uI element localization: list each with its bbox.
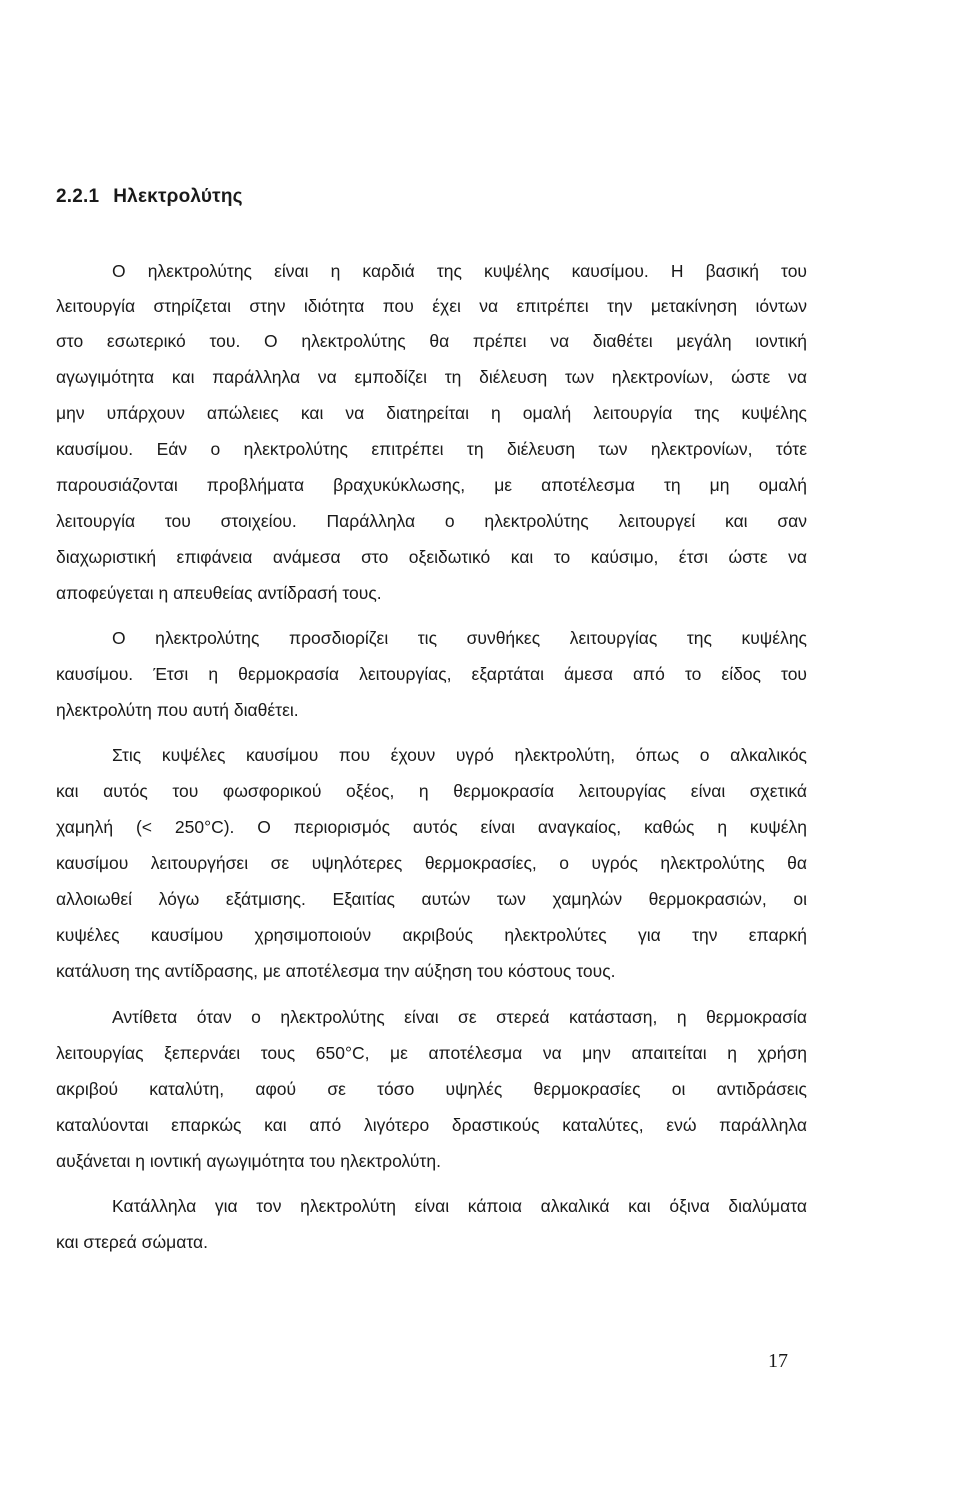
text-line: κατάλυση της αντίδρασης, με αποτέλεσμα την αύξηση του κόστους τους. — [56, 961, 616, 981]
text-line: Ο ηλεκτρολύτης προσδιορίζει τις συνθήκες λειτουργίας της κυψέλης — [112, 628, 807, 648]
text-line: παρουσιάζονται προβλήματα βραχυκύκλωσης, με αποτέλεσμα τη μη ομαλή — [56, 475, 807, 495]
text-line: καυσίμου. Εάν ο ηλεκτρολύτης επιτρέπει τη διέλευση των ηλεκτρονίων, τότε — [56, 439, 807, 459]
text-line: λειτουργία του στοιχείου. Παράλληλα ο ηλεκτρολύτης λειτουργεί και σαν — [56, 511, 807, 531]
text-line: ακριβού καταλύτη, αφού σε τόσο υψηλές θερμοκρασίες οι αντιδράσεις — [56, 1079, 807, 1099]
text-line: χαμηλή (< 250°C). Ο περιορισμός αυτός είναι αναγκαίος, καθώς η κυψέλη — [56, 817, 807, 837]
text-line: και στερεά σώματα. — [56, 1232, 208, 1252]
text-line: και αυτός του φωσφορικού οξέος, η θερμοκρασία λειτουργίας είναι σχετικά — [56, 781, 807, 801]
text-line: λειτουργία στηρίζεται στην ιδιότητα που έχει να επιτρέπει την μετακίνηση ιόντων — [56, 296, 807, 316]
page-number: 17 — [768, 1350, 788, 1372]
text-line: Αντίθετα όταν ο ηλεκτρολύτης είναι σε στερεά κατάσταση, η θερμοκρασία — [112, 1007, 807, 1027]
text-line: στο εσωτερικό του. Ο ηλεκτρολύτης θα πρέπει να διαθέτει μεγάλη ιοντική — [56, 331, 807, 351]
text-line: Στις κυψέλες καυσίμου που έχουν υγρό ηλεκτρολύτη, όπως ο αλκαλικός — [112, 745, 807, 765]
text-line: κυψέλες καυσίμου χρησιμοποιούν ακριβούς ηλεκτρολύτες για την επαρκή — [56, 925, 807, 945]
text-line: αποφεύγεται η απευθείας αντίδρασή τους. — [56, 583, 382, 603]
text-line: Κατάλληλα για τον ηλεκτρολύτη είναι κάποια αλκαλικά και όξινα διαλύματα — [112, 1196, 807, 1216]
section-heading — [56, 186, 243, 208]
text-line: μην υπάρχουν απώλειες και να διατηρείται η ομαλή λειτουργία της κυψέλης — [56, 403, 807, 423]
text-line: λειτουργίας ξεπερνάει τους 650°C, με αποτέλεσμα να μην απαιτείται η χρήση — [56, 1043, 807, 1063]
text-line: καταλύονται επαρκώς και από λιγότερο δραστικούς καταλύτες, ενώ παράλληλα — [56, 1115, 807, 1135]
text-line: αγωγιμότητα και παράλληλα να εμποδίζει τη διέλευση των ηλεκτρονίων, ώστε να — [56, 367, 807, 387]
text-line: αυξάνεται η ιοντική αγωγιμότητα του ηλεκτρολύτη. — [56, 1151, 441, 1171]
text-line: ηλεκτρολύτη που αυτή διαθέτει. — [56, 700, 299, 720]
text-line: διαχωριστική επιφάνεια ανάμεσα στο οξειδωτικό και το καύσιμο, έτσι ώστε να — [56, 547, 807, 567]
text-line: αλλοιωθεί λόγω εξάτμισης. Εξαιτίας αυτών των χαμηλών θερμοκρασιών, οι — [56, 889, 807, 909]
text-line: Ο ηλεκτρολύτης είναι η καρδιά της κυψέλης καυσίμου. Η βασική του — [112, 261, 807, 281]
section-number: 2.2.1 — [56, 186, 100, 207]
section-title: Ηλεκτρολύτης — [113, 186, 243, 207]
text-line: καυσίμου. Έτσι η θερμοκρασία λειτουργίας, εξαρτάται άμεσα από το είδος του — [56, 664, 807, 684]
text-line: καυσίμου λειτουργήσει σε υψηλότερες θερμοκρασίες, ο υγρός ηλεκτρολύτης θα — [56, 853, 807, 873]
